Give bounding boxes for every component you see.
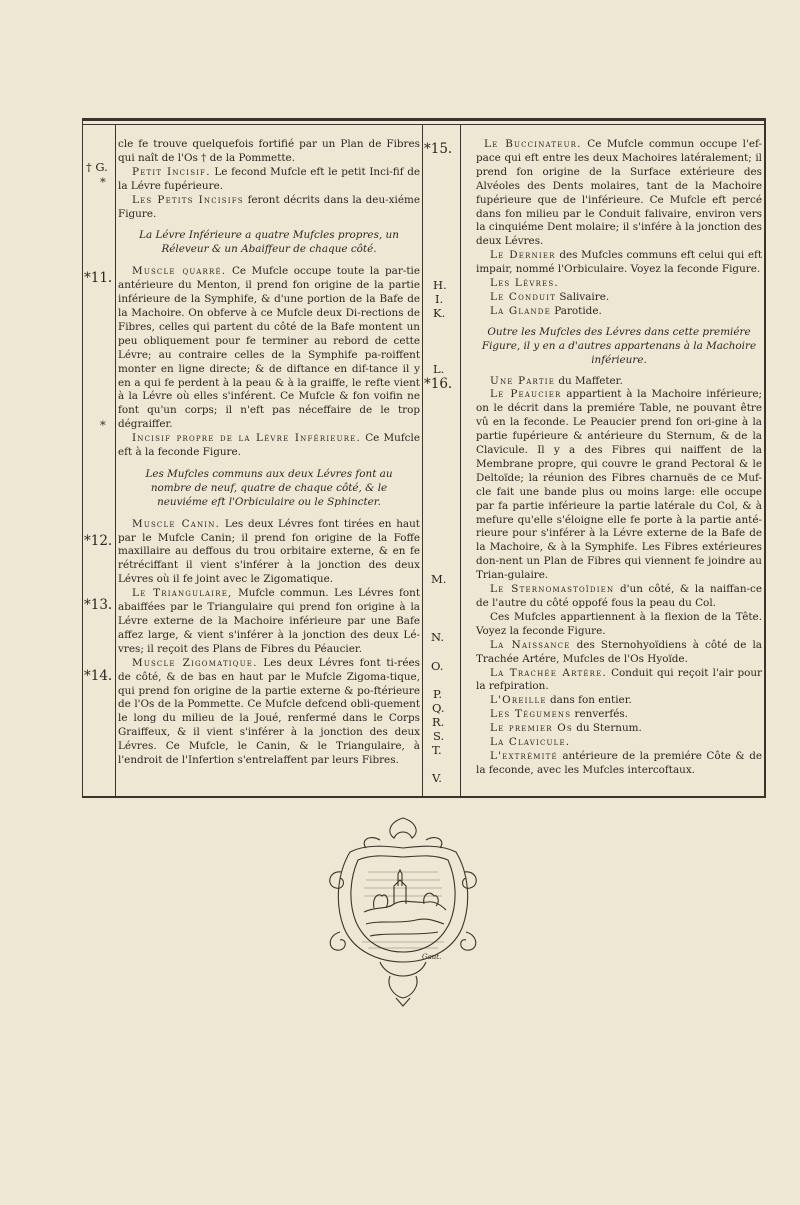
paragraph: Le Dernier des Mufcles communs eft celui qui eft impair, nommé l'Orbiculaire. Voyez la feconde Figure. [476, 249, 762, 276]
paragraph: Muscle Zigomatique. Les deux Lévres font ti-rées de côté, & de bas en haut par le Mufcle Zigoma-tique, qui prend fon origine de la partie externe & po-ftérieure de l'Os de la Pommette. Ce Mufcle defcend obli-quement le long du milieu de la Joué, renfermé dans le Corps Graiffeux, & il vient s'inférer à la jonction des deux Lévres. Ce Mufcle, le Canin, & le Triangulaire, à l'endroit de l'Infertion s'entrelaffent par leurs Fibres. [118, 656, 420, 767]
paragraph: La Trachée Artére. Conduit qui reçoit l'air pour la refpiration. [476, 666, 763, 693]
margin-ref-14: *14. [84, 668, 113, 684]
paragraph: Muscle Canin. Les deux Lévres font tirées en haut par le Mufcle Canin; il prend fon origine de la Foffe maxillaire au deffous du trou orbitaire externe, & en fe rétréciffant il vient s'inférer à la jonction des deux Lévres où il fe joint avec le Zigomatique. [118, 517, 420, 586]
paragraph: La Naissance des Sternohyoïdiens à côté de la Trachée Artére, Mufcles de l'Os Hyoïde. [476, 638, 762, 665]
margin-ref-16: *16. [424, 376, 453, 392]
margin-ref-M: M. [431, 572, 447, 586]
margin-ref-star: * [100, 175, 106, 189]
paragraph: Les Petits Incisifs feront décrits dans la deu-xiéme Figure. [118, 193, 420, 220]
margin-ref-H: H. [433, 278, 447, 292]
section-heading: La Lévre Inférieure a quatre Mufcles propres, un Réleveur & un Abaiffeur de chaque côté. [139, 229, 399, 256]
margin-ref-12: *12. [84, 533, 113, 549]
paragraph: Petit Incisif. Le fecond Mufcle eft le petit Inci-fif de la Lévre fupérieure. [118, 165, 420, 192]
margin-ref-N: N. [431, 630, 444, 644]
column-separator-left [115, 125, 116, 796]
section-heading: Outre les Mufcles des Lévres dans cette premiére Figure, il y en a d'autres appartenans à la Machoire inférieure. [481, 325, 757, 366]
margin-ref-R: R. [432, 715, 445, 729]
margin-ref-15: *15. [424, 141, 453, 157]
margin-ref-O: O. [431, 659, 444, 673]
paragraph: L'extrémité antérieure de la premiére Côte & de la feconde, avec les Mufcles intercoftaux. [476, 749, 762, 776]
margin-ref-L: L. [433, 362, 445, 376]
margin-ref-K: K. [433, 306, 446, 320]
ornamental-vignette [320, 812, 486, 1007]
left-text-column [118, 138, 420, 768]
column-separator-middle [422, 125, 423, 796]
bottom-rule [82, 796, 766, 798]
paragraph: Le premier Os du Sternum. [490, 722, 642, 735]
margin-ref-13: *13. [84, 597, 113, 613]
paragraph: Les Lévres. [490, 277, 559, 290]
paragraph: Le Triangulaire, Mufcle commun. Les Lévres font abaiffées par le Triangulaire qui prend fon origine à la Lévre externe de la Machoire inférieure par une Bafe affez large, & vient s'inférer à la jonction des deux Lé-vres; il reçoit des Plans de Fibres du Péaucier. [118, 587, 420, 655]
margin-ref-P: P. [433, 687, 443, 701]
top-rule-thin [82, 124, 765, 125]
paragraph: Ces Mufcles appartiennent à la flexion de la Tête. Voyez la feconde Figure. [476, 610, 762, 637]
paragraph: Muscle quarré. Ce Mufcle occupe toute la par-tie antérieure du Menton, il prend fon origine de la partie inférieure de la Symphife, & d'une portion de la Bafe de la Machoire. On obferve à ce Mufcle deux Di-rections de Fibres, celles qui partent du côté de la Bafe montent un peu obliquement pour fe terminer au rebord de cette Lévre; au contraire celles de la Symphife pa-roiffent monter en ligne directe; & de diftance en dif-tance il y en a qui fe perdent à la peau & à la graiffe, le refte vient à la Lévre où elles s'inférent. Ce Mufcle & fon voifin ne font qu'un corps; il n'eft pas néceffaire de le trop dégraiffer. [118, 265, 420, 431]
margin-ref-star: * [100, 418, 106, 432]
margin-ref-S: S. [433, 729, 445, 743]
paragraph: La Clavicule. [490, 736, 571, 749]
left-rule [82, 118, 83, 798]
margin-ref-V: V. [432, 771, 442, 785]
engraver-signature: Gaut. [422, 953, 442, 961]
section-heading: Les Mufcles communs aux deux Lévres font au nombre de neuf, quatre de chaque côté, & le neuviéme eft l'Orbiculaire ou le Sphincter. [145, 467, 393, 508]
margin-ref-Q: Q. [432, 701, 445, 715]
margin-ref-T: T. [432, 743, 442, 757]
top-rule [82, 118, 765, 121]
margin-ref-G: † G. [86, 160, 108, 174]
paragraph: Une Partie du Maffeter. [490, 374, 623, 387]
margin-ref-I: I. [435, 292, 444, 306]
paragraph: Le Buccinateur. Ce Mufcle commun occupe l'ef-pace qui eft entre les deux Machoires latéralement; il prend fon origine de la Surface extérieure des Alvéoles des Dents molaires, tant de la Machoire fupérieure que de l'inférieure. Ce Mufcle eft percé dans fon milieu par le Conduit falivaire, environ vers la cinquiéme Dent molaire; il s'infére à la jonction des deux Lévres. [476, 138, 762, 248]
column-separator-right [460, 125, 461, 796]
right-rule [764, 118, 766, 798]
paragraph: Le Conduit Salivaire. [490, 290, 610, 303]
paragraph: La Glande Parotide. [490, 304, 602, 317]
margin-ref-11: *11. [84, 270, 113, 286]
paragraph: L'Oreille dans fon entier. [490, 694, 632, 707]
right-text-column [476, 138, 762, 778]
paragraph: Incisif propre de la Lévre Inférieure. Ce Mufcle eft à la feconde Figure. [118, 432, 420, 459]
paragraph: cle fe trouve quelquefois fortifié par un Plan de Fibres qui naît de l'Os † de la Pommette. [118, 138, 420, 164]
paragraph: Le Peaucier appartient à la Machoire inférieure; on le décrit dans la premiére Table, ne pouvant être vû en la feconde. Le Peaucier prend fon ori-gine à la partie fupérieure & antérieure du Sternum, & de la Clavicule. Il y a des Fibres qui naiffent de la Membrane propre, qui couvre le grand Pectoral & le Deltoïde; la réunion des Fibres charnuës de ce Muf-cle fait une bande plus ou moins large: elle occupe par fa partie inférieure la partie latérale du Col, & à mefure qu'elle s'éloigne elle fe porte à la partie anté-rieure pour s'inférer à la Lévre externe de la Bafe de la Machoire, & à la Symphife. Les Fibres extérieures don-nent un Plan de Fibres qui viennent fe joindre au Trian-gulaire. [476, 388, 762, 582]
paragraph: Le Sternomastoïdien d'un côté, & la naiffan-ce de l'autre du côté oppofé fous la peau du Col. [476, 583, 762, 609]
paragraph: Les Tégumens renverfés. [490, 708, 628, 721]
